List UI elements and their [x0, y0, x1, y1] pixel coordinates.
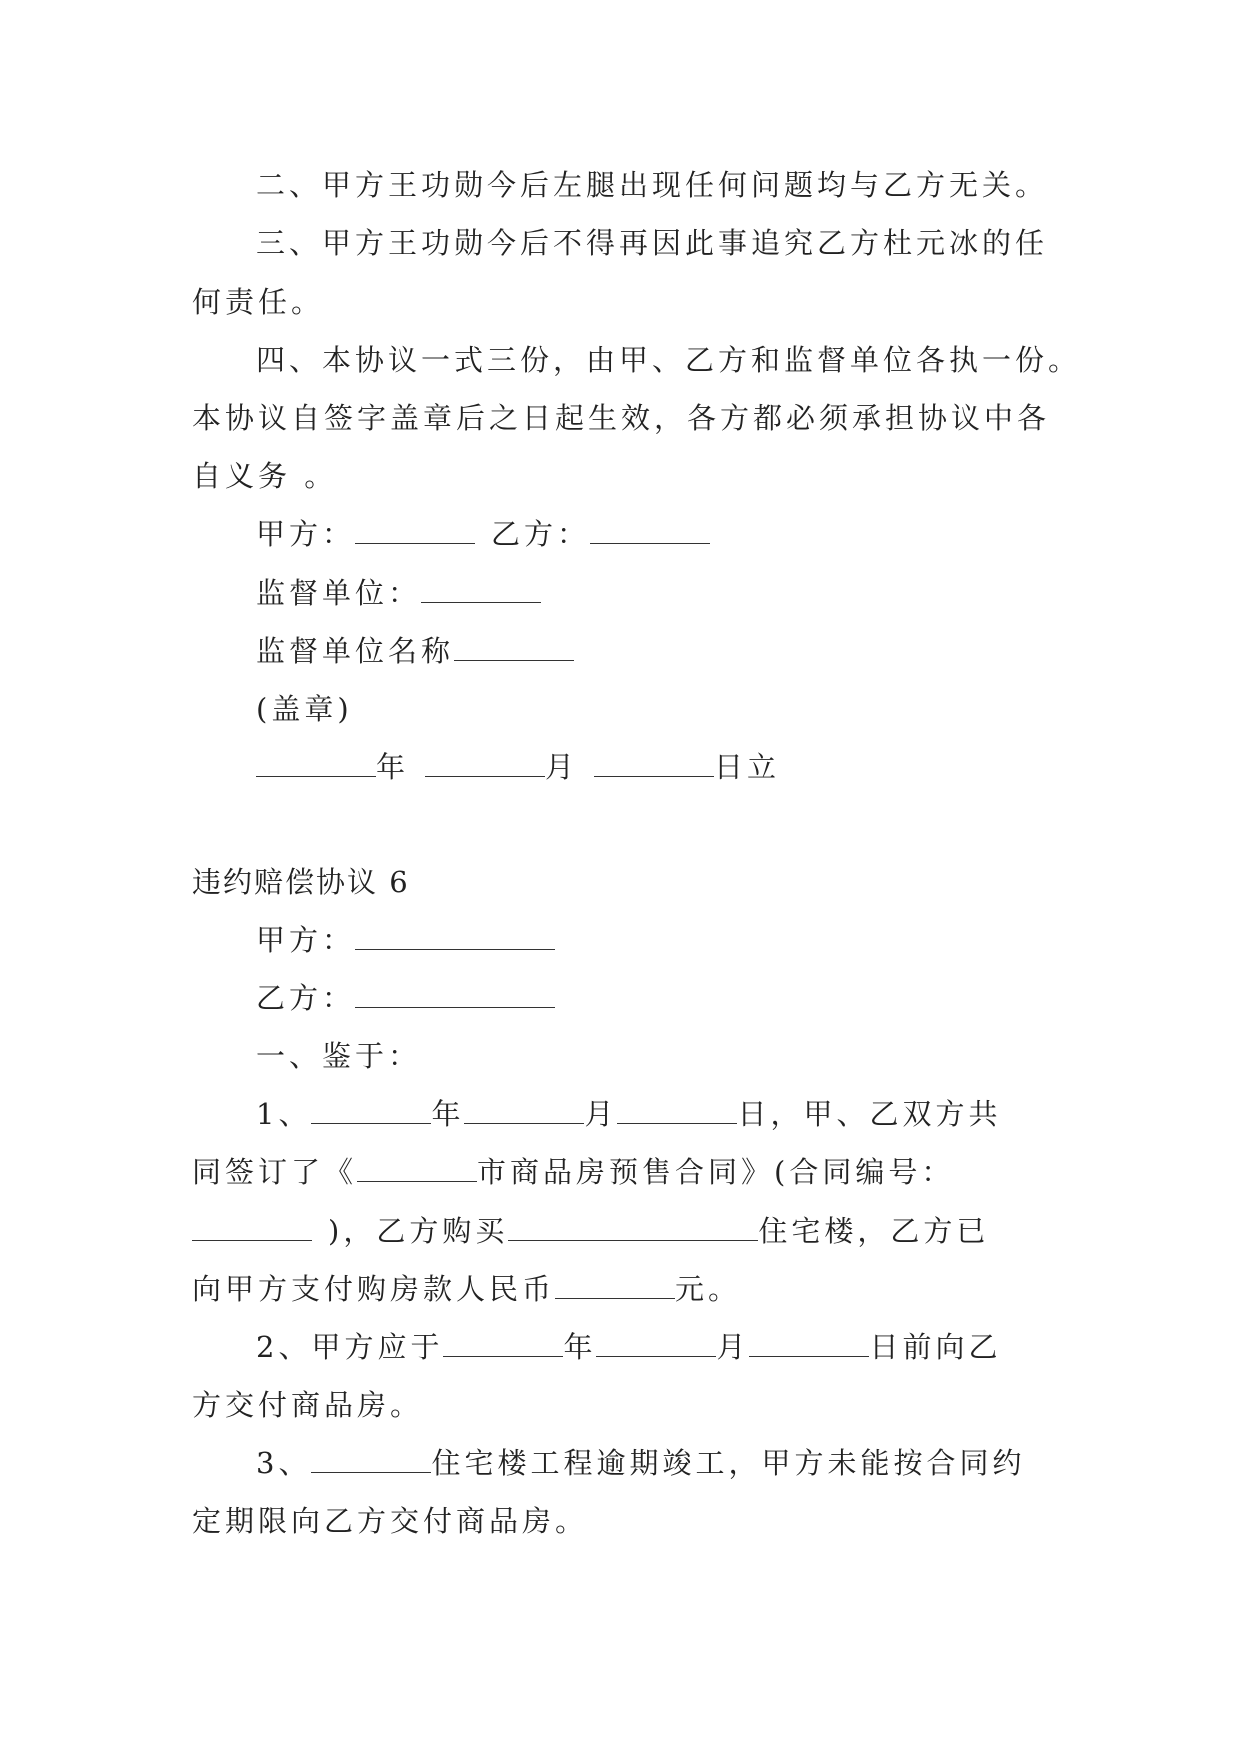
c3-prefix: 3、	[256, 1446, 312, 1480]
city-blank	[357, 1153, 477, 1182]
c2-tail: 日前向乙	[869, 1330, 1002, 1364]
clause-b1-line-3	[192, 1211, 989, 1251]
month-blank	[425, 748, 545, 777]
supervisor-name-label: 监督单位名称	[256, 634, 455, 668]
supervisor-name-row	[256, 631, 574, 671]
amount-blank	[555, 1270, 675, 1299]
clause-2: 二、甲方王功勋今后左腿出现任何问题均与乙方无关。	[256, 168, 1049, 202]
clause-4-line-2: 本协议自签字盖章后之日起生效，各方都必须承担协议中各	[192, 401, 1051, 435]
supervisor-row	[256, 573, 541, 613]
clause-b3-line-1	[256, 1443, 1025, 1483]
c2-year-blank	[443, 1328, 563, 1357]
c1-month-blank	[464, 1095, 584, 1124]
supervisor-blank	[421, 574, 541, 603]
c1-year-label: 年	[431, 1097, 465, 1131]
clause-b2-line-2: 方交付商品房。	[192, 1388, 424, 1422]
c3-tail: 住宅楼工程逾期竣工，甲方未能按合同约	[431, 1446, 1026, 1480]
seal-note: (盖章)	[256, 692, 353, 726]
c1-year-blank	[311, 1095, 431, 1124]
party-a-blank-2	[355, 921, 555, 950]
c1-line3-a: )，乙方购买	[328, 1214, 509, 1248]
clause-b3-line-2: 定期限向乙方交付商品房。	[192, 1504, 589, 1538]
year-label: 年	[376, 750, 410, 784]
c2-month-label: 月	[716, 1330, 750, 1364]
party-a-label: 甲方：	[256, 517, 356, 551]
c2-year-label: 年	[563, 1330, 597, 1364]
c1-line4-b: 元。	[675, 1272, 742, 1306]
party-b-blank-2	[355, 979, 555, 1008]
day-label: 日立	[714, 750, 781, 784]
c1-month-label: 月	[584, 1097, 618, 1131]
party-b-label-2: 乙方：	[256, 981, 356, 1015]
agreement-title: 违约赔偿协议 6	[192, 865, 410, 899]
clause-b2-line-1	[256, 1327, 1002, 1367]
year-blank	[256, 748, 376, 777]
c3-building-blank	[311, 1444, 431, 1473]
clause-b1-line-2	[192, 1152, 954, 1192]
c1-line3-b: 住宅楼，乙方已	[758, 1214, 990, 1248]
party-b-label: 乙方：	[491, 517, 591, 551]
party-b-blank	[590, 515, 710, 544]
month-label: 月	[545, 750, 579, 784]
clause-3-line-2: 何责任。	[192, 285, 325, 319]
supervisor-label: 监督单位：	[256, 576, 422, 610]
party-a-row	[256, 920, 555, 960]
c1-line4-a: 向甲方支付购房款人民币	[192, 1272, 556, 1306]
clause-4-line-3: 自义务 。	[192, 459, 338, 493]
clause-4-line-1: 四、本协议一式三份，由甲、乙方和监督单位各执一份。	[256, 343, 1082, 377]
clause-b1-line-1	[256, 1094, 1002, 1134]
party-b-row	[256, 978, 555, 1018]
date-row	[256, 747, 780, 787]
clause-b1-prefix: 1、	[256, 1097, 312, 1131]
party-a-label-2: 甲方：	[256, 923, 356, 957]
party-a-blank	[355, 515, 475, 544]
c1-day-blank	[617, 1095, 737, 1124]
c2-month-blank	[596, 1328, 716, 1357]
clause-b1-line-4	[192, 1269, 741, 1309]
c1-line2-a: 同签订了《	[192, 1155, 358, 1189]
day-blank	[594, 748, 714, 777]
supervisor-name-blank	[454, 632, 574, 661]
clause-3-line-1: 三、甲方王功勋今后不得再因此事追究乙方杜元冰的任	[256, 226, 1049, 260]
c1-line2-b: 市商品房预售合同》(合同编号：	[477, 1155, 955, 1189]
contract-number-blank	[192, 1212, 312, 1241]
signature-parties-row	[256, 514, 710, 554]
c1-day-text: 日，甲、乙双方共	[737, 1097, 1002, 1131]
whereas-heading: 一、鉴于：	[256, 1039, 422, 1073]
c2-day-blank	[749, 1328, 869, 1357]
building-blank	[508, 1212, 758, 1241]
c2-prefix: 2、甲方应于	[256, 1330, 444, 1364]
